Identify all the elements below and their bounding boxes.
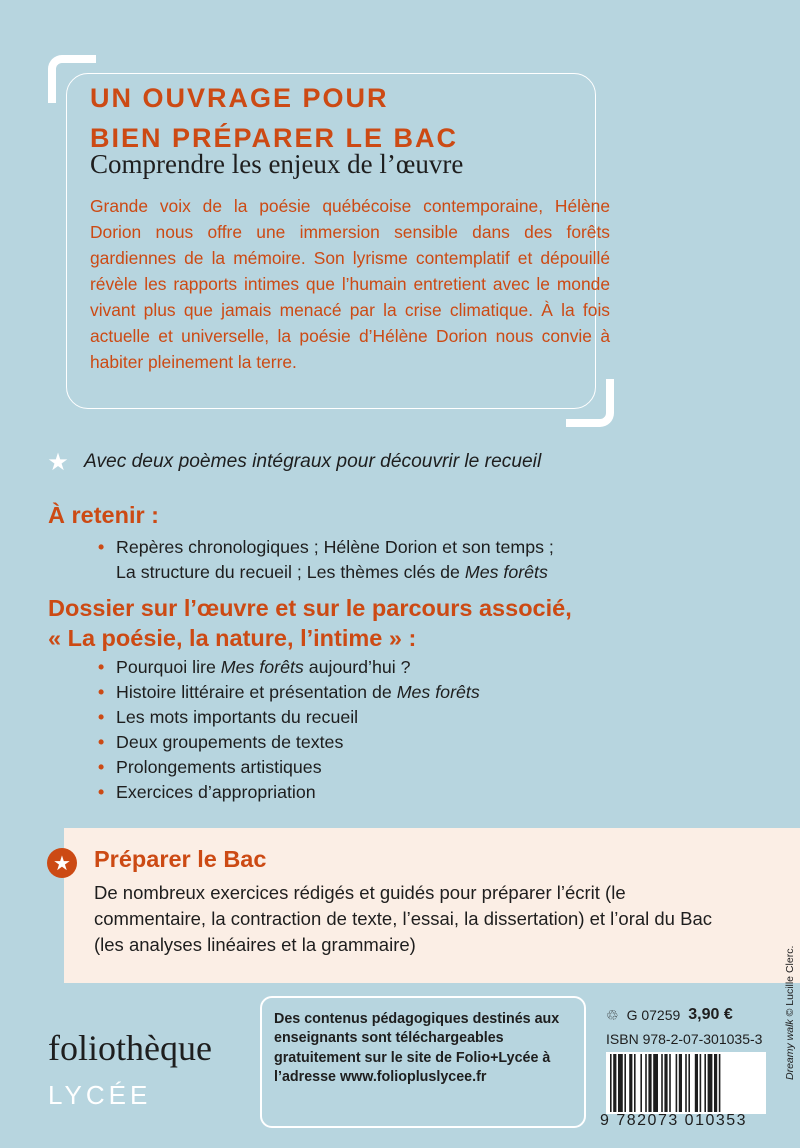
list-item: • Prolongements artistiques (98, 755, 480, 780)
barcode-bar (648, 1054, 651, 1112)
barcode-bar (669, 1054, 671, 1112)
barcode-bar (676, 1054, 678, 1112)
barcode-bar (708, 1054, 713, 1112)
dossier-title: Dossier sur l’œuvre et sur le parcours associé, « La poésie, la nature, l’intime » : (48, 595, 572, 651)
headline-line-1: UN OUVRAGE POUR (90, 83, 389, 113)
headline (90, 78, 610, 158)
headline-line-2: BIEN PRÉPARER LE BAC (90, 123, 459, 153)
bac-text: De nombreux exercices rédigés et guidés pour préparer l’écrit (le commentaire, la contraction de texte, l’essai, la dissertation) et l’oral du Bac (les analyses linéaires et la grammaire) (94, 882, 712, 955)
barcode-bar (704, 1054, 706, 1112)
star-badge-icon: ★ (47, 848, 77, 878)
retenir-list (98, 535, 554, 585)
dossier-list (98, 655, 480, 805)
list-item: • Deux groupements de textes (98, 730, 480, 755)
barcode-bar (629, 1054, 632, 1112)
ean-number: 9 782073 010353 (600, 1112, 748, 1129)
web-info-text: Des contenus pédagogiques destinés aux enseignants sont téléchargeables gratuitement sur le site de Folio+Lycée à l’adresse www.foliopluslycee.fr (274, 1011, 560, 1085)
barcode-bar (719, 1054, 721, 1112)
barcode-bar (664, 1054, 667, 1112)
barcode (606, 1052, 766, 1114)
retenir-title: À retenir : (48, 502, 159, 528)
barcode-bar (714, 1054, 717, 1112)
product-code: G 07259 (626, 1007, 681, 1023)
barcode-bar (700, 1054, 702, 1112)
list-item: • Pourquoi lire Mes forêts aujourd’hui ? (98, 655, 480, 680)
bac-title: Préparer le Bac (94, 846, 267, 872)
website-link[interactable]: www.foliopluslycee.fr (339, 1068, 487, 1085)
barcode-bar (653, 1054, 658, 1112)
intro-text: Grande voix de la poésie québécoise contemporaine, Hélène Dorion nous offre une immersion sensible dans des forêts gardiennes de la mémoire. Son lyrisme contemplatif et dépouillé révèle les rapports intimes que l’humain entretient avec le monde vivant plus que jamais menacé par la crise climatique. À la fois actuelle et universelle, la poésie d’Hélène Dorion nous convie à habiter pleinement la terre. (90, 196, 610, 372)
recycle-icon: ♲ (606, 1006, 619, 1023)
highlight-text: Avec deux poèmes intégraux pour découvrir le recueil (84, 451, 542, 472)
logo-foliotheque: foliothèque (48, 1028, 212, 1068)
barcode-bar (624, 1054, 626, 1112)
star-icon: ★ (47, 448, 69, 476)
barcode-bar (685, 1054, 687, 1112)
list-item: • Histoire littéraire et présentation de Mes forêts (98, 680, 480, 705)
barcode-bar (679, 1054, 682, 1112)
logo-lycee: LYCÉE (48, 1080, 152, 1110)
list-item: • Exercices d’appropriation (98, 780, 480, 805)
barcode-bar (688, 1054, 690, 1112)
barcode-bar (618, 1054, 623, 1112)
barcode-bar (640, 1054, 642, 1112)
product-code-row (606, 1006, 733, 1024)
list-item: • Les mots importants du recueil (98, 705, 480, 730)
barcode-bar (645, 1054, 647, 1112)
barcode-bar (610, 1054, 612, 1112)
barcode-bar (613, 1054, 616, 1112)
barcode-bar (661, 1054, 663, 1112)
list-item: • Repères chronologiques ; Hélène Dorion et son temps ; La structure du recueil ; Les thèmes clés de Mes forêts (98, 535, 554, 585)
barcode-bar (695, 1054, 698, 1112)
isbn: ISBN 978-2-07-301035-3 (606, 1031, 763, 1047)
image-credit: Dreamy walk © Lucille Clerc. (784, 945, 796, 1080)
price: 3,90 € (688, 1006, 733, 1023)
barcode-bar (634, 1054, 636, 1112)
subtitle: Comprendre les enjeux de l’œuvre (90, 149, 464, 179)
